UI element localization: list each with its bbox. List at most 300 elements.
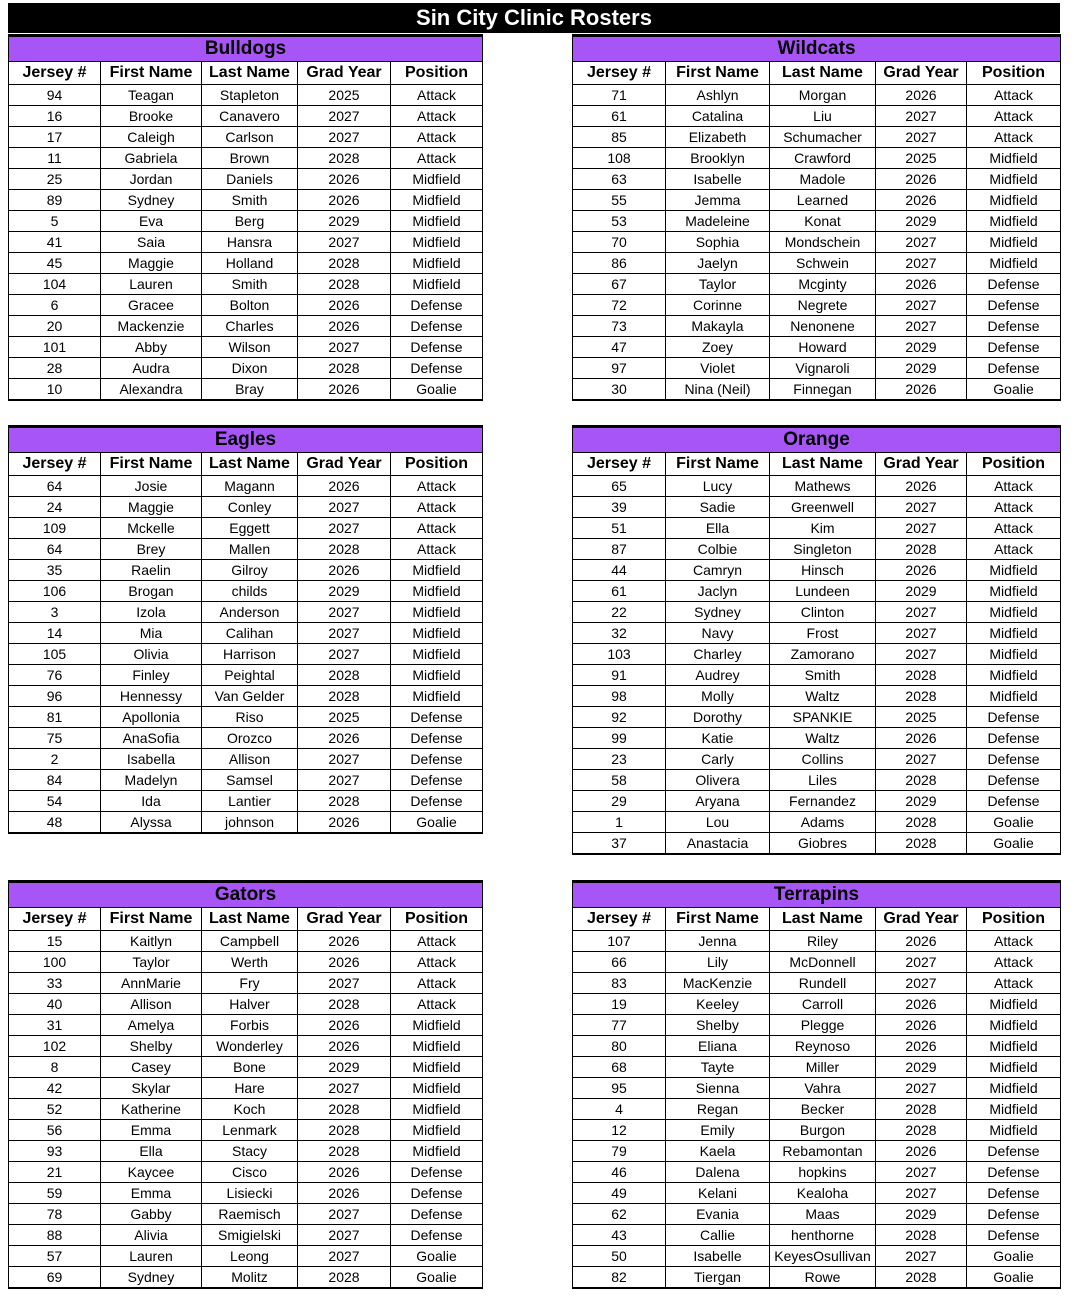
table-row xyxy=(573,476,1061,497)
last-name-cell: Wonderley xyxy=(202,1036,298,1057)
roster-table-bulldogs xyxy=(8,34,483,401)
grad-year-cell: 2026 xyxy=(876,476,967,497)
position-cell: Midfield xyxy=(967,1099,1061,1120)
last-name-cell: Leong xyxy=(202,1246,298,1267)
last-name-cell: Lantier xyxy=(202,791,298,812)
last-name-cell: Vignaroli xyxy=(770,358,876,379)
position-cell: Attack xyxy=(967,973,1061,994)
jersey-cell: 85 xyxy=(573,127,666,148)
position-cell: Attack xyxy=(391,931,483,952)
grad-year-cell: 2028 xyxy=(876,833,967,855)
last-name-cell: Clinton xyxy=(770,602,876,623)
column-header-grad-year: Grad Year xyxy=(298,62,391,85)
table-row xyxy=(9,973,483,994)
grad-year-cell: 2027 xyxy=(298,497,391,518)
column-header-row xyxy=(9,908,483,931)
roster-table-wildcats xyxy=(572,34,1061,401)
column-header-position: Position xyxy=(967,453,1061,476)
grad-year-cell: 2025 xyxy=(876,148,967,169)
table-row xyxy=(573,994,1061,1015)
grad-year-cell: 2027 xyxy=(298,749,391,770)
first-name-cell: Kaitlyn xyxy=(101,931,202,952)
position-cell: Defense xyxy=(391,728,483,749)
position-cell: Goalie xyxy=(391,812,483,834)
jersey-cell: 66 xyxy=(573,952,666,973)
table-row xyxy=(9,85,483,106)
table-row xyxy=(9,952,483,973)
first-name-cell: Kelani xyxy=(666,1183,770,1204)
grad-year-cell: 2029 xyxy=(298,211,391,232)
last-name-cell: Samsel xyxy=(202,770,298,791)
table-row xyxy=(9,1015,483,1036)
grad-year-cell: 2028 xyxy=(876,686,967,707)
last-name-cell: Fry xyxy=(202,973,298,994)
position-cell: Midfield xyxy=(967,994,1061,1015)
jersey-cell: 77 xyxy=(573,1015,666,1036)
last-name-cell: Konat xyxy=(770,211,876,232)
grad-year-cell: 2026 xyxy=(876,169,967,190)
last-name-cell: Stacy xyxy=(202,1141,298,1162)
table-row xyxy=(573,232,1061,253)
table-row xyxy=(573,1057,1061,1078)
last-name-cell: Van Gelder xyxy=(202,686,298,707)
jersey-cell: 54 xyxy=(9,791,101,812)
jersey-cell: 61 xyxy=(573,106,666,127)
first-name-cell: Lily xyxy=(666,952,770,973)
table-row xyxy=(9,106,483,127)
first-name-cell: Teagan xyxy=(101,85,202,106)
jersey-cell: 56 xyxy=(9,1120,101,1141)
table-row xyxy=(573,833,1061,855)
last-name-cell: Berg xyxy=(202,211,298,232)
table-row xyxy=(9,560,483,581)
grad-year-cell: 2028 xyxy=(298,791,391,812)
column-header-last-name: Last Name xyxy=(770,62,876,85)
position-cell: Midfield xyxy=(967,1120,1061,1141)
grad-year-cell: 2026 xyxy=(298,169,391,190)
first-name-cell: Camryn xyxy=(666,560,770,581)
position-cell: Defense xyxy=(391,770,483,791)
last-name-cell: Hare xyxy=(202,1078,298,1099)
position-cell: Defense xyxy=(967,791,1061,812)
table-row xyxy=(573,85,1061,106)
column-header-first-name: First Name xyxy=(101,62,202,85)
grad-year-cell: 2027 xyxy=(298,973,391,994)
grad-year-cell: 2026 xyxy=(876,1036,967,1057)
grad-year-cell: 2027 xyxy=(876,316,967,337)
last-name-cell: Adams xyxy=(770,812,876,833)
grad-year-cell: 2026 xyxy=(876,560,967,581)
jersey-cell: 81 xyxy=(9,707,101,728)
jersey-cell: 23 xyxy=(573,749,666,770)
jersey-cell: 88 xyxy=(9,1225,101,1246)
first-name-cell: Brogan xyxy=(101,581,202,602)
column-header-position: Position xyxy=(967,908,1061,931)
grad-year-cell: 2027 xyxy=(876,644,967,665)
first-name-cell: Tiergan xyxy=(666,1267,770,1289)
grad-year-cell: 2026 xyxy=(298,728,391,749)
first-name-cell: Dalena xyxy=(666,1162,770,1183)
position-cell: Midfield xyxy=(391,623,483,644)
grad-year-cell: 2028 xyxy=(876,665,967,686)
position-cell: Defense xyxy=(967,770,1061,791)
column-header-grad-year: Grad Year xyxy=(298,908,391,931)
team-name: Terrapins xyxy=(573,882,1061,908)
last-name-cell: McDonnell xyxy=(770,952,876,973)
position-cell: Goalie xyxy=(967,1267,1061,1289)
table-row xyxy=(573,1162,1061,1183)
grad-year-cell: 2026 xyxy=(298,316,391,337)
grad-year-cell: 2027 xyxy=(298,1246,391,1267)
grad-year-cell: 2027 xyxy=(876,127,967,148)
grad-year-cell: 2027 xyxy=(298,1078,391,1099)
table-row xyxy=(573,379,1061,401)
position-cell: Attack xyxy=(967,518,1061,539)
first-name-cell: Caleigh xyxy=(101,127,202,148)
jersey-cell: 73 xyxy=(573,316,666,337)
first-name-cell: Ella xyxy=(101,1141,202,1162)
position-cell: Midfield xyxy=(391,665,483,686)
table-row xyxy=(573,127,1061,148)
grad-year-cell: 2028 xyxy=(298,1099,391,1120)
jersey-cell: 109 xyxy=(9,518,101,539)
first-name-cell: Corinne xyxy=(666,295,770,316)
first-name-cell: Olivera xyxy=(666,770,770,791)
grad-year-cell: 2028 xyxy=(876,539,967,560)
grad-year-cell: 2027 xyxy=(298,623,391,644)
table-row xyxy=(9,1246,483,1267)
last-name-cell: Liu xyxy=(770,106,876,127)
position-cell: Attack xyxy=(391,539,483,560)
position-cell: Attack xyxy=(391,127,483,148)
jersey-cell: 45 xyxy=(9,253,101,274)
table-row xyxy=(573,686,1061,707)
last-name-cell: hopkins xyxy=(770,1162,876,1183)
table-row xyxy=(9,253,483,274)
position-cell: Defense xyxy=(391,337,483,358)
last-name-cell: Calihan xyxy=(202,623,298,644)
first-name-cell: Skylar xyxy=(101,1078,202,1099)
first-name-cell: Brey xyxy=(101,539,202,560)
roster-table-orange xyxy=(572,425,1061,855)
first-name-cell: Lou xyxy=(666,812,770,833)
last-name-cell: Vahra xyxy=(770,1078,876,1099)
grad-year-cell: 2029 xyxy=(298,581,391,602)
grad-year-cell: 2026 xyxy=(298,476,391,497)
last-name-cell: Carroll xyxy=(770,994,876,1015)
last-name-cell: KeyesOsullivan xyxy=(770,1246,876,1267)
jersey-cell: 76 xyxy=(9,665,101,686)
first-name-cell: Isabelle xyxy=(666,1246,770,1267)
last-name-cell: Brown xyxy=(202,148,298,169)
first-name-cell: Hennessy xyxy=(101,686,202,707)
last-name-cell: Smith xyxy=(202,190,298,211)
first-name-cell: Makayla xyxy=(666,316,770,337)
table-row xyxy=(9,581,483,602)
last-name-cell: Gilroy xyxy=(202,560,298,581)
column-header-last-name: Last Name xyxy=(770,453,876,476)
last-name-cell: Kim xyxy=(770,518,876,539)
last-name-cell: Cisco xyxy=(202,1162,298,1183)
position-cell: Defense xyxy=(391,1225,483,1246)
column-header-row xyxy=(573,62,1061,85)
grad-year-cell: 2025 xyxy=(298,85,391,106)
first-name-cell: Alexandra xyxy=(101,379,202,401)
first-name-cell: Kaela xyxy=(666,1141,770,1162)
jersey-cell: 6 xyxy=(9,295,101,316)
position-cell: Midfield xyxy=(391,1099,483,1120)
position-cell: Midfield xyxy=(391,1120,483,1141)
column-header-position: Position xyxy=(967,62,1061,85)
team-name: Orange xyxy=(573,427,1061,453)
last-name-cell: Wilson xyxy=(202,337,298,358)
team-name: Gators xyxy=(9,882,483,908)
grad-year-cell: 2026 xyxy=(298,560,391,581)
jersey-cell: 71 xyxy=(573,85,666,106)
jersey-cell: 53 xyxy=(573,211,666,232)
first-name-cell: Madelyn xyxy=(101,770,202,791)
position-cell: Defense xyxy=(967,707,1061,728)
position-cell: Attack xyxy=(391,973,483,994)
position-cell: Midfield xyxy=(391,581,483,602)
last-name-cell: Crawford xyxy=(770,148,876,169)
position-cell: Defense xyxy=(967,274,1061,295)
column-header-first-name: First Name xyxy=(666,908,770,931)
first-name-cell: Gabby xyxy=(101,1204,202,1225)
first-name-cell: Sadie xyxy=(666,497,770,518)
last-name-cell: Schwein xyxy=(770,253,876,274)
position-cell: Defense xyxy=(967,1141,1061,1162)
first-name-cell: Isabelle xyxy=(666,169,770,190)
last-name-cell: Bolton xyxy=(202,295,298,316)
position-cell: Midfield xyxy=(391,211,483,232)
grad-year-cell: 2027 xyxy=(876,973,967,994)
grad-year-cell: 2029 xyxy=(876,1204,967,1225)
position-cell: Defense xyxy=(967,316,1061,337)
position-cell: Midfield xyxy=(391,1078,483,1099)
jersey-cell: 94 xyxy=(9,85,101,106)
grad-year-cell: 2028 xyxy=(876,770,967,791)
last-name-cell: Reynoso xyxy=(770,1036,876,1057)
first-name-cell: Molly xyxy=(666,686,770,707)
first-name-cell: Mia xyxy=(101,623,202,644)
first-name-cell: Jaclyn xyxy=(666,581,770,602)
grad-year-cell: 2027 xyxy=(876,1246,967,1267)
first-name-cell: Sophia xyxy=(666,232,770,253)
position-cell: Defense xyxy=(967,1225,1061,1246)
jersey-cell: 17 xyxy=(9,127,101,148)
jersey-cell: 93 xyxy=(9,1141,101,1162)
grad-year-cell: 2028 xyxy=(298,148,391,169)
position-cell: Midfield xyxy=(391,1015,483,1036)
grad-year-cell: 2027 xyxy=(876,952,967,973)
first-name-cell: Amelya xyxy=(101,1015,202,1036)
table-row xyxy=(573,1183,1061,1204)
last-name-cell: Magann xyxy=(202,476,298,497)
grad-year-cell: 2027 xyxy=(876,749,967,770)
table-row xyxy=(573,211,1061,232)
first-name-cell: Finley xyxy=(101,665,202,686)
table-row xyxy=(573,931,1061,952)
grad-year-cell: 2026 xyxy=(298,1183,391,1204)
position-cell: Defense xyxy=(967,1183,1061,1204)
column-header-position: Position xyxy=(391,453,483,476)
roster-table-gators xyxy=(8,880,483,1289)
column-header-jersey: Jersey # xyxy=(9,62,101,85)
grad-year-cell: 2027 xyxy=(876,497,967,518)
grad-year-cell: 2027 xyxy=(876,623,967,644)
jersey-cell: 58 xyxy=(573,770,666,791)
first-name-cell: Madeleine xyxy=(666,211,770,232)
jersey-cell: 98 xyxy=(573,686,666,707)
position-cell: Goalie xyxy=(391,379,483,401)
first-name-cell: Ashlyn xyxy=(666,85,770,106)
first-name-cell: Alyssa xyxy=(101,812,202,834)
grad-year-cell: 2027 xyxy=(876,106,967,127)
table-row xyxy=(9,1141,483,1162)
grad-year-cell: 2028 xyxy=(298,253,391,274)
team-name: Wildcats xyxy=(573,36,1061,62)
grad-year-cell: 2027 xyxy=(298,602,391,623)
jersey-cell: 52 xyxy=(9,1099,101,1120)
table-row xyxy=(9,316,483,337)
table-row xyxy=(573,539,1061,560)
grad-year-cell: 2026 xyxy=(876,190,967,211)
position-cell: Midfield xyxy=(391,602,483,623)
table-row xyxy=(9,1267,483,1289)
position-cell: Midfield xyxy=(967,148,1061,169)
last-name-cell: Lundeen xyxy=(770,581,876,602)
position-cell: Defense xyxy=(967,728,1061,749)
jersey-cell: 31 xyxy=(9,1015,101,1036)
column-header-last-name: Last Name xyxy=(770,908,876,931)
position-cell: Midfield xyxy=(391,1057,483,1078)
first-name-cell: Violet xyxy=(666,358,770,379)
jersey-cell: 67 xyxy=(573,274,666,295)
first-name-cell: Audra xyxy=(101,358,202,379)
grad-year-cell: 2027 xyxy=(298,1225,391,1246)
grad-year-cell: 2029 xyxy=(876,358,967,379)
grad-year-cell: 2027 xyxy=(876,1183,967,1204)
table-row xyxy=(573,581,1061,602)
last-name-cell: Finnegan xyxy=(770,379,876,401)
grad-year-cell: 2027 xyxy=(298,770,391,791)
jersey-cell: 84 xyxy=(9,770,101,791)
jersey-cell: 29 xyxy=(573,791,666,812)
last-name-cell: Miller xyxy=(770,1057,876,1078)
position-cell: Midfield xyxy=(967,1078,1061,1099)
first-name-cell: Allison xyxy=(101,994,202,1015)
table-row xyxy=(9,211,483,232)
table-row xyxy=(573,253,1061,274)
table-row xyxy=(573,770,1061,791)
position-cell: Defense xyxy=(967,1162,1061,1183)
grad-year-cell: 2026 xyxy=(298,1015,391,1036)
first-name-cell: Mackenzie xyxy=(101,316,202,337)
jersey-cell: 16 xyxy=(9,106,101,127)
position-cell: Defense xyxy=(967,1204,1061,1225)
jersey-cell: 28 xyxy=(9,358,101,379)
position-cell: Midfield xyxy=(967,686,1061,707)
first-name-cell: AnaSofia xyxy=(101,728,202,749)
grad-year-cell: 2026 xyxy=(298,952,391,973)
table-row xyxy=(9,686,483,707)
last-name-cell: Orozco xyxy=(202,728,298,749)
table-row xyxy=(9,728,483,749)
position-cell: Midfield xyxy=(967,581,1061,602)
first-name-cell: Nina (Neil) xyxy=(666,379,770,401)
position-cell: Midfield xyxy=(967,253,1061,274)
grad-year-cell: 2028 xyxy=(298,1141,391,1162)
position-cell: Defense xyxy=(391,1162,483,1183)
position-cell: Midfield xyxy=(967,169,1061,190)
team-name: Eagles xyxy=(9,427,483,453)
first-name-cell: Lauren xyxy=(101,274,202,295)
table-row xyxy=(9,994,483,1015)
first-name-cell: Mckelle xyxy=(101,518,202,539)
first-name-cell: Eliana xyxy=(666,1036,770,1057)
jersey-cell: 104 xyxy=(9,274,101,295)
last-name-cell: SPANKIE xyxy=(770,707,876,728)
first-name-cell: Keeley xyxy=(666,994,770,1015)
position-cell: Midfield xyxy=(391,253,483,274)
first-name-cell: Jenna xyxy=(666,931,770,952)
first-name-cell: Olivia xyxy=(101,644,202,665)
jersey-cell: 12 xyxy=(573,1120,666,1141)
table-row xyxy=(573,316,1061,337)
last-name-cell: Becker xyxy=(770,1099,876,1120)
jersey-cell: 44 xyxy=(573,560,666,581)
position-cell: Attack xyxy=(391,994,483,1015)
last-name-cell: Daniels xyxy=(202,169,298,190)
position-cell: Midfield xyxy=(967,644,1061,665)
column-header-grad-year: Grad Year xyxy=(298,453,391,476)
jersey-cell: 8 xyxy=(9,1057,101,1078)
jersey-cell: 24 xyxy=(9,497,101,518)
grad-year-cell: 2028 xyxy=(876,1099,967,1120)
last-name-cell: Howard xyxy=(770,337,876,358)
jersey-cell: 40 xyxy=(9,994,101,1015)
first-name-cell: Gabriela xyxy=(101,148,202,169)
position-cell: Attack xyxy=(391,106,483,127)
last-name-cell: Madole xyxy=(770,169,876,190)
jersey-cell: 92 xyxy=(573,707,666,728)
last-name-cell: Harrison xyxy=(202,644,298,665)
first-name-cell: Katherine xyxy=(101,1099,202,1120)
last-name-cell: Giobres xyxy=(770,833,876,855)
jersey-cell: 11 xyxy=(9,148,101,169)
first-name-cell: Abby xyxy=(101,337,202,358)
table-row xyxy=(9,1204,483,1225)
jersey-cell: 65 xyxy=(573,476,666,497)
table-row xyxy=(573,1078,1061,1099)
first-name-cell: MacKenzie xyxy=(666,973,770,994)
table-row xyxy=(573,749,1061,770)
table-row xyxy=(9,1225,483,1246)
column-header-first-name: First Name xyxy=(666,453,770,476)
jersey-cell: 37 xyxy=(573,833,666,855)
position-cell: Attack xyxy=(967,539,1061,560)
table-row xyxy=(9,190,483,211)
table-row xyxy=(9,295,483,316)
first-name-cell: Zoey xyxy=(666,337,770,358)
jersey-cell: 89 xyxy=(9,190,101,211)
last-name-cell: Holland xyxy=(202,253,298,274)
last-name-cell: Koch xyxy=(202,1099,298,1120)
last-name-cell: Smith xyxy=(770,665,876,686)
jersey-cell: 78 xyxy=(9,1204,101,1225)
grad-year-cell: 2028 xyxy=(298,358,391,379)
